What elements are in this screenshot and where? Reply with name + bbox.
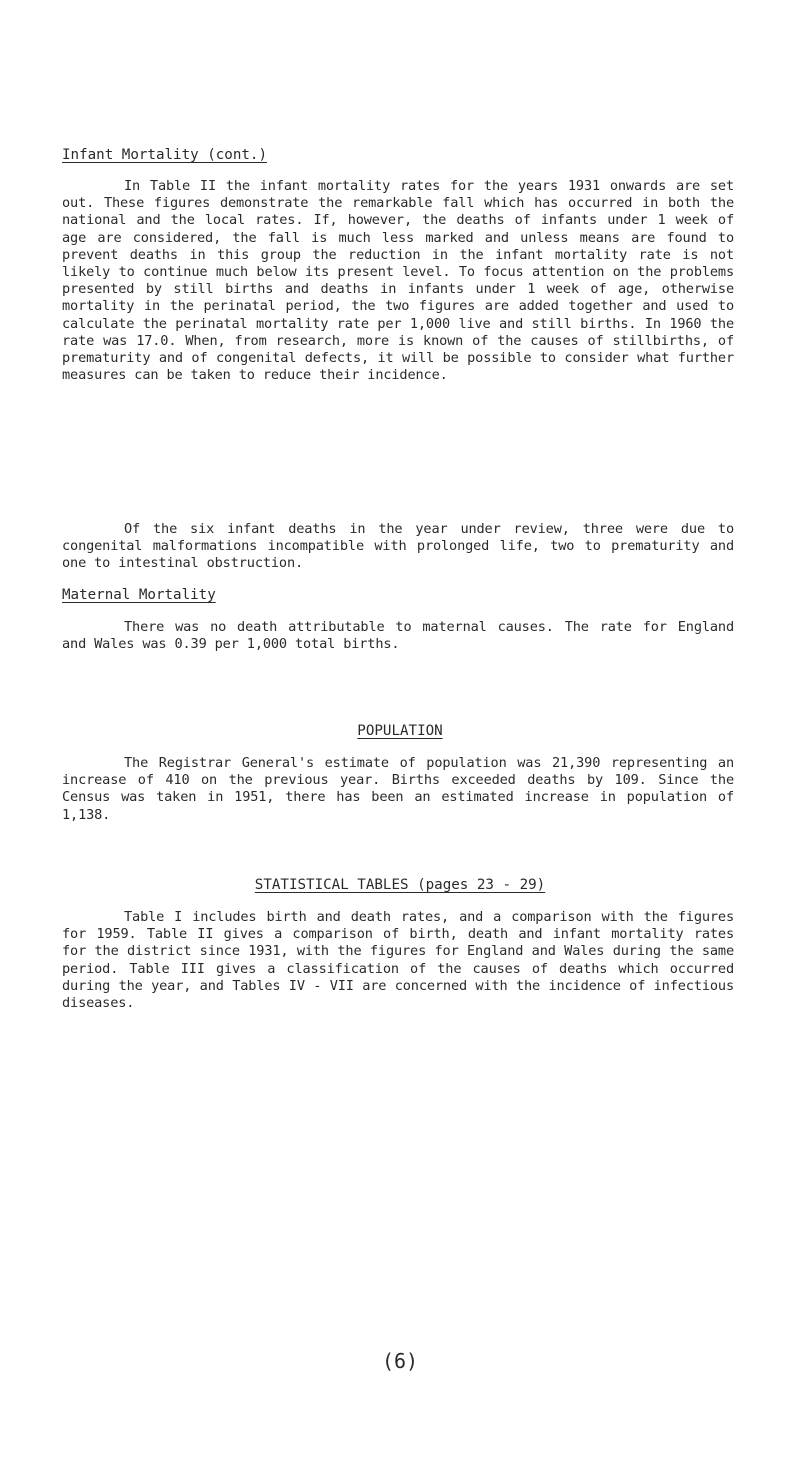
statistical-tables-paragraph-text: Table I includes birth and death rates, and a comparison with the figures for 1959. Table II gives a comparison of birth, death and infant mortality rates for the district since 1931, with the figures for England and Wales during the same period. Table III gives a classification of the causes of deaths which occurred during the year, and Tables IV - VII are concerned with the incidence of infectious diseases.	[62, 909, 734, 1012]
infant-mortality-paragraph-2-text: Of the six infant deaths in the year under review, three were due to congenital malformations incompatible with prolonged life, two to prematurity and one to intestinal obstruction.	[62, 521, 734, 572]
maternal-mortality-heading: Maternal Mortality	[62, 587, 216, 603]
infant-mortality-paragraph-1	[62, 178, 734, 384]
maternal-mortality-paragraph-text: There was no death attributable to maternal causes. The rate for England and Wales was 0.39 per 1,000 total births.	[62, 619, 734, 653]
population-heading: POPULATION	[357, 723, 443, 739]
population-paragraph	[62, 755, 734, 824]
page-number: (6)	[381, 1349, 419, 1373]
statistical-tables-heading: STATISTICAL TABLES (pages 23 - 29)	[254, 877, 546, 893]
population-paragraph-text: The Registrar General's estimate of population was 21,390 representing an increase of 410 on the previous year. Births exceeded deaths by 109. Since the Census was taken in 1951, there has been an estimated increase in population of 1,138.	[62, 755, 734, 823]
infant-mortality-heading: Infant Mortality (cont.)	[62, 147, 267, 163]
maternal-mortality-paragraph	[62, 619, 734, 653]
infant-mortality-paragraph-2	[62, 521, 734, 573]
infant-mortality-paragraph-1-text: In Table II the infant mortality rates for the years 1931 onwards are set out. These figures demonstrate the remarkable fall which has occurred in both the national and the local rates. If, however, the deaths of infants under 1 week of age are considered, the fall is much less marked and unless means are found to prevent deaths in this group the reduction in the infant mortality rate is not likely to continue much below its present level. To focus attention on the problems presented by still births and deaths in infants under 1 week of age, otherwise mortality in the perinatal period, the two figures are added together and used to calculate the perinatal mortality rate per 1,000 live and still births. In 1960 the rate was 17.0. When, from research, more is known of the causes of stillbirths, of prematurity and of congenital defects, it will be possible to consider what further measures can be taken to reduce their incidence.	[62, 178, 734, 384]
statistical-tables-paragraph	[62, 909, 734, 1012]
